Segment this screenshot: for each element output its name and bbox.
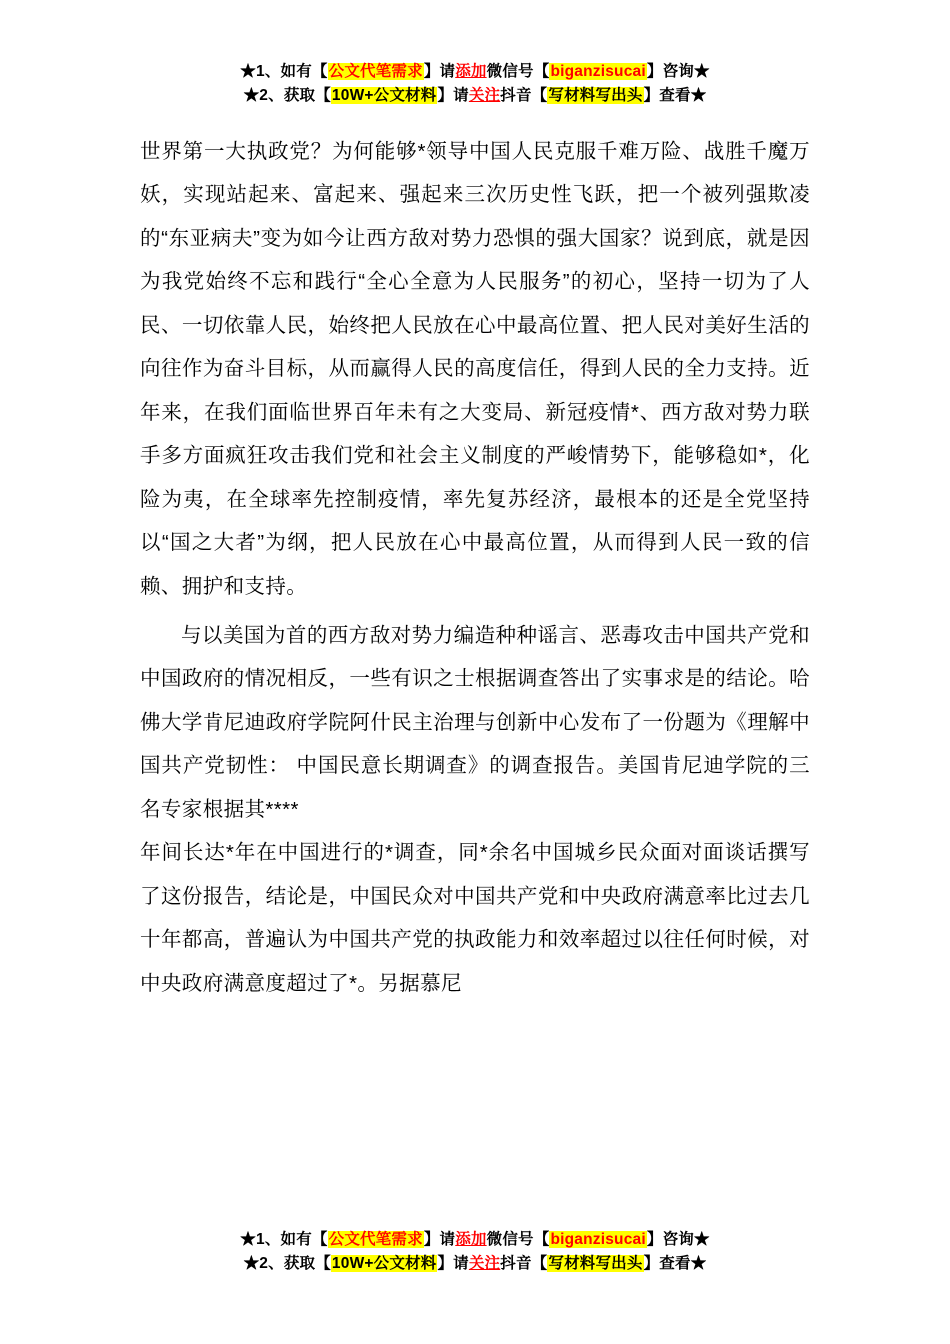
promo1-segment-1: 1、如有 [256, 63, 312, 80]
promo1-segment-2: 请 [439, 1230, 456, 1248]
promo1-bracket-open-2: 【 [533, 63, 550, 80]
promo1-action-add: 添加 [455, 63, 487, 80]
promo1-segment-4: 咨询 [662, 1230, 694, 1248]
promo1-wechat-id: biganzisucai [550, 1230, 646, 1248]
promo2-bracket-close-1: 】 [437, 1254, 454, 1272]
promo-line-1 [140, 60, 810, 84]
promo2-segment-4: 查看 [659, 87, 691, 105]
promo1-wechat-id: biganzisucai [550, 63, 646, 80]
star-left-icon-2: ★ [243, 87, 260, 105]
promo1-action-add: 添加 [455, 1230, 487, 1248]
promo2-bracket-open-2: 【 [531, 1254, 548, 1272]
promo-line-2 [140, 84, 810, 108]
promo2-segment-1: 2、获取 [259, 1254, 316, 1272]
promo2-bracket-open-2: 【 [531, 87, 548, 105]
promo1-segment-3: 微信号 [486, 63, 534, 80]
promo1-bracket-close-1: 】 [423, 1230, 440, 1248]
paragraph: 与以美国为首的西方敌对势力编造种种谣言、恶毒攻击中国共产党和中国政府的情况相反，一些有识之士根据调查答出了实事求是的结论。哈佛大学肯尼迪政府学院阿什民主治理与创新中心发布了一份题为《理解中国共产党韧性： 中国民意长期调查》的调查报告。美国肯尼迪学院的三名专家根据其**** [140, 624, 810, 821]
promo2-douyin-id: 写材料写出头 [548, 87, 643, 105]
paragraph: 世界第一大执政党？为何能够*领导中国人民克服千难万险、战胜千魔万妖，实现站起来、富起来、强起来三次历史性飞跃，把一个被列强欺凌的“东亚病夫”变为如今让西方敌对势力恐惧的强大国家？说到底，就是因为我党始终不忘和践行“全心全意为人民服务”的初心，坚持一切为了人民、一切依靠人民，始终把人民放在心中最高位置、把人民对美好生活的向往作为奋斗目标，从而赢得人民的高度信任，得到人民的全力支持。近年来，在我们面临世界百年未有之大变局、新冠疫情*、西方敌对势力联手多方面疯狂攻击我们党和社会主义制度的严峻情势下，能够稳如*，化险为夷，在全球率先控制疫情，率先复苏经济，最根本的还是全党坚持以“国之大者”为纲，把人民放在心中最高位置，从而得到人民一致的信赖、拥护和支持。 [140, 140, 810, 598]
promo1-segment-1: 1、如有 [256, 1230, 312, 1248]
promo1-bracket-close-2: 】 [646, 1230, 663, 1248]
promo1-highlight-service: 公文代笔需求 [328, 63, 423, 80]
promo2-action-follow: 关注 [468, 1254, 501, 1272]
promo2-segment-2: 请 [453, 87, 469, 105]
star-right-icon: ★ [694, 63, 710, 80]
star-left-icon-2: ★ [243, 1254, 260, 1272]
promo2-douyin-id: 写材料写出头 [548, 1254, 643, 1272]
bottom-promo-banner [140, 1228, 810, 1304]
top-promo-banner [140, 60, 810, 108]
star-right-icon-2: ★ [690, 1254, 707, 1272]
promo1-bracket-open-1: 【 [311, 1230, 328, 1248]
promo1-segment-2: 请 [439, 63, 456, 80]
promo1-bracket-open-1: 【 [311, 63, 328, 80]
promo1-bracket-open-2: 【 [533, 1230, 550, 1248]
promo2-bracket-close-2: 】 [643, 1254, 660, 1272]
promo2-segment-2: 请 [453, 1254, 469, 1272]
star-left-icon: ★ [240, 63, 256, 80]
promo2-segment-1: 2、获取 [259, 87, 316, 105]
promo1-segment-3: 微信号 [486, 1230, 534, 1248]
document-body [140, 130, 810, 1228]
promo1-highlight-service: 公文代笔需求 [328, 1230, 423, 1248]
promo2-segment-3: 抖音 [500, 87, 532, 105]
promo2-bracket-close-2: 】 [643, 87, 660, 105]
promo1-bracket-close-1: 】 [423, 63, 440, 80]
star-left-icon: ★ [240, 1230, 256, 1248]
paragraph: 年间长达*年在中国进行的*调查，同*余名中国城乡民众面对面谈话撰写了这份报告，结论是，中国民众对中国共产党和中央政府满意率比过去几十年都高，普遍认为中国共产党的执政能力和效率超过以往任何时候，对中央政府满意度超过了*。另据慕尼 [140, 841, 810, 995]
star-right-icon-2: ★ [690, 87, 707, 105]
promo2-highlight-materials: 10W+公文材料 [331, 87, 437, 105]
promo2-segment-3: 抖音 [500, 1254, 532, 1272]
promo2-action-follow: 关注 [468, 87, 501, 105]
promo2-segment-4: 查看 [659, 1254, 691, 1272]
promo1-segment-4: 咨询 [662, 63, 694, 80]
promo-line-2-footer [140, 1252, 810, 1276]
star-right-icon: ★ [694, 1230, 710, 1248]
promo2-bracket-close-1: 】 [437, 87, 454, 105]
promo2-bracket-open-1: 【 [315, 1254, 331, 1272]
promo2-highlight-materials: 10W+公文材料 [331, 1254, 437, 1272]
promo2-bracket-open-1: 【 [315, 87, 331, 105]
promo-line-1-footer [140, 1228, 810, 1252]
promo1-bracket-close-2: 】 [646, 63, 663, 80]
